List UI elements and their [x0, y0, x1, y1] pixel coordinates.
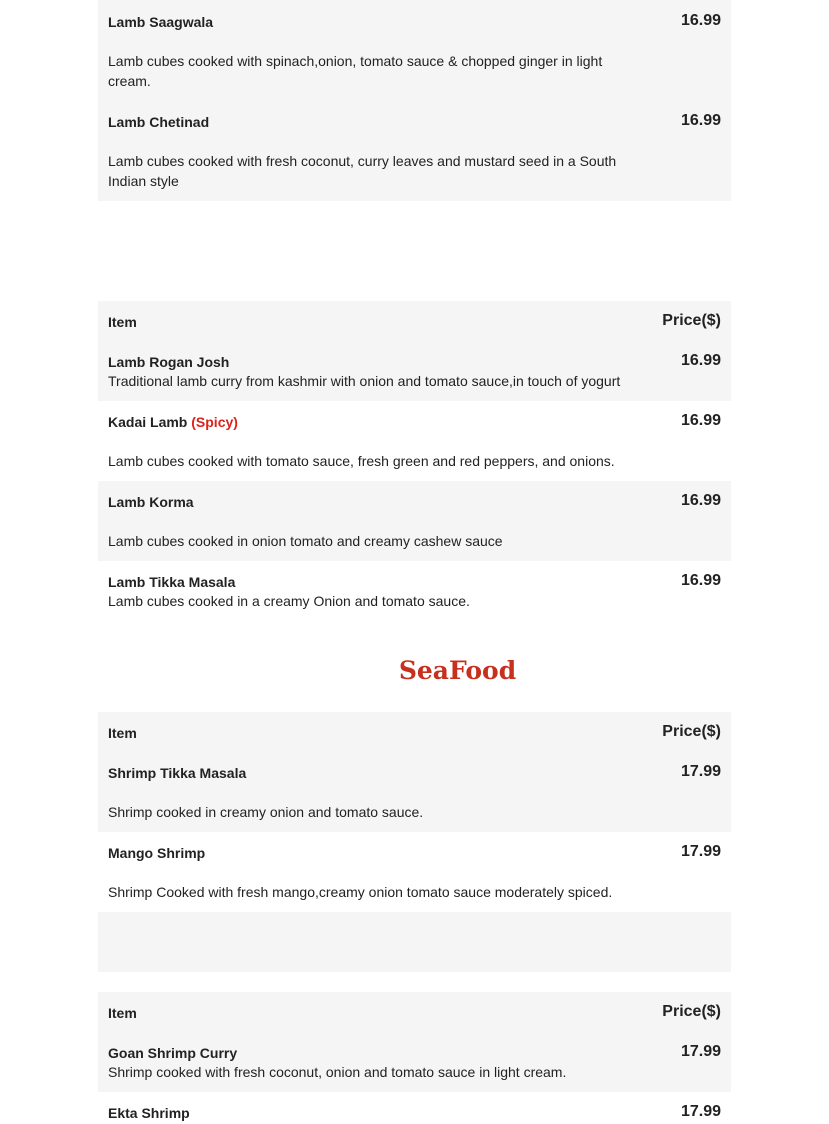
- item-name: Shrimp Tikka Masala: [108, 765, 247, 781]
- item-name: Ekta Shrimp: [108, 1105, 190, 1121]
- item-name: Lamb Saagwala: [108, 14, 214, 30]
- item-name: Lamb Tikka Masala: [108, 574, 236, 590]
- item-name: Mango Shrimp: [108, 845, 206, 861]
- item-price: 16.99: [680, 112, 721, 129]
- item-price: 17.99: [680, 1043, 721, 1060]
- item-price: 16.99: [680, 412, 721, 429]
- item-price: 16.99: [680, 492, 721, 509]
- item-description: Traditional lamb curry from kashmir with onion and tomato sauce,in touch of yogurt: [108, 373, 621, 389]
- item-name: Lamb Chetinad: [108, 114, 210, 130]
- header-item: Item: [108, 725, 137, 741]
- item-description: Shrimp cooked in creamy onion and tomato sauce.: [108, 804, 424, 820]
- spicy-tag: (Spicy): [191, 414, 238, 430]
- table-header: [98, 301, 731, 341]
- table-header: [98, 992, 731, 1032]
- item-description: Lamb cubes cooked in onion tomato and creamy cashew sauce: [108, 533, 503, 549]
- header-price: Price($): [662, 1003, 721, 1020]
- header-item: Item: [108, 1005, 137, 1021]
- header-price: Price($): [662, 312, 721, 329]
- item-name: [108, 414, 238, 430]
- item-description: Lamb cubes cooked with spinach,onion, tomato sauce & chopped ginger in light cream.: [108, 53, 603, 89]
- menu-row-lamb-chetinad: [98, 101, 731, 201]
- empty-row: [98, 912, 731, 972]
- item-description: Shrimp Cooked with fresh mango,creamy onion tomato sauce moderately spiced.: [108, 884, 613, 900]
- item-price: 16.99: [680, 572, 721, 589]
- item-name: Goan Shrimp Curry: [108, 1045, 238, 1061]
- item-price: 16.99: [680, 12, 721, 29]
- menu-row-goan-shrimp-curry: [98, 1032, 731, 1092]
- table-header: [98, 712, 731, 752]
- menu-row-ekta-shrimp: [98, 1092, 731, 1124]
- menu-row-lamb-korma: [98, 481, 731, 561]
- item-name: Lamb Rogan Josh: [108, 354, 230, 370]
- item-price: 17.99: [680, 843, 721, 860]
- item-name-text: Kadai Lamb: [108, 414, 188, 430]
- item-description: Lamb cubes cooked with fresh coconut, curry leaves and mustard seed in a South Indian style: [108, 153, 617, 189]
- item-price: 17.99: [680, 763, 721, 780]
- item-description: Shrimp cooked with fresh coconut, onion and tomato sauce in light cream.: [108, 1064, 567, 1080]
- item-price: 17.99: [680, 1103, 721, 1120]
- header-item: Item: [108, 314, 137, 330]
- menu-row-lamb-rogan-josh: [98, 341, 731, 401]
- item-description: Lamb cubes cooked with tomato sauce, fresh green and red peppers, and onions.: [108, 453, 615, 469]
- item-price: 16.99: [680, 352, 721, 369]
- header-price: Price($): [662, 723, 721, 740]
- menu-row-kadai-lamb: [98, 401, 731, 481]
- menu-row-shrimp-tikka-masala: [98, 752, 731, 832]
- section-title-seafood: SeaFood: [398, 656, 517, 685]
- item-description: Lamb cubes cooked in a creamy Onion and tomato sauce.: [108, 593, 470, 609]
- menu-row-mango-shrimp: [98, 832, 731, 912]
- item-name: Lamb Korma: [108, 494, 194, 510]
- menu-row-lamb-saagwala: [98, 0, 731, 101]
- menu-row-lamb-tikka-masala: [98, 561, 731, 621]
